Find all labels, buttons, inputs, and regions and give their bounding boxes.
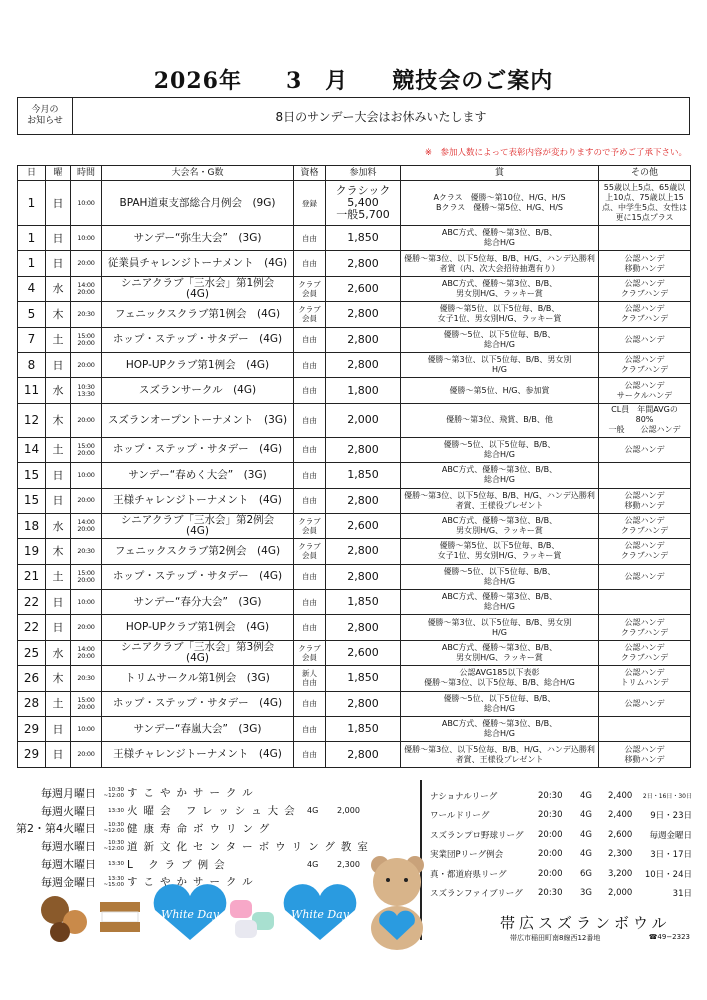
table-row xyxy=(18,488,691,513)
cell-name: サンデー“弥生大会” (3G) xyxy=(102,226,294,251)
table-row xyxy=(18,691,691,716)
cell-fee: 1,850 xyxy=(326,463,401,488)
league-dates: 2日・16日・30日 xyxy=(642,793,692,801)
cell-other xyxy=(599,590,691,615)
notice-label: 今月の お知らせ xyxy=(18,98,73,134)
cell-prize: 優勝～5位、以下5位毎、B/B、 総合H/G xyxy=(401,691,599,716)
league-time: 20:00 xyxy=(538,868,563,879)
weekly-day: 毎週木曜日 xyxy=(41,858,96,872)
cell-dow: 日 xyxy=(46,488,71,513)
league-item xyxy=(430,825,692,845)
table-row xyxy=(18,181,691,226)
weekly-item xyxy=(14,802,414,820)
league-games: 4G xyxy=(580,790,592,801)
cell-prize: 優勝～第5位、H/G、参加賞 xyxy=(401,378,599,403)
cell-dow: 日 xyxy=(46,742,71,767)
cell-time: 15:00 20:00 xyxy=(71,437,102,462)
cell-time: 10:00 xyxy=(71,717,102,742)
league-item xyxy=(430,806,692,826)
table-row xyxy=(18,666,691,691)
cell-day: 19 xyxy=(18,539,46,564)
league-dates: 10日・24日 xyxy=(644,869,692,880)
cell-prize: 優勝～第5位、以下5位毎、B/B、 女子1位、男女別H/G、ラッキー賞 xyxy=(401,539,599,564)
cell-name: サンデー“春嵐大会” (3G) xyxy=(102,717,294,742)
weekly-name: すこやかサークル xyxy=(127,876,259,889)
league-item xyxy=(430,845,692,865)
league-games: 6G xyxy=(580,868,592,879)
cell-day: 26 xyxy=(18,666,46,691)
cell-dow: 木 xyxy=(46,539,71,564)
cell-other: 公認ハンデ クラブハンデ xyxy=(599,513,691,538)
table-row xyxy=(18,403,691,437)
cell-name: フェニックスクラブ第2例会 (4G) xyxy=(102,539,294,564)
cell-qual: 自由 xyxy=(294,717,326,742)
cell-day: 5 xyxy=(18,302,46,327)
cell-time: 14:00 20:00 xyxy=(71,640,102,665)
league-fee: 2,600 xyxy=(608,829,633,840)
league-dates: 3日・17日 xyxy=(650,850,692,861)
cell-fee: 1,850 xyxy=(326,717,401,742)
cell-qual: クラブ 会員 xyxy=(294,513,326,538)
column-header: 資格 xyxy=(294,166,326,181)
cell-name: 従業員チャレンジトーナメント (4G) xyxy=(102,251,294,276)
cell-other xyxy=(599,463,691,488)
cell-qual: クラブ 会員 xyxy=(294,640,326,665)
cell-name: サンデー“春めく大会” (3G) xyxy=(102,463,294,488)
cell-prize: 優勝～第3位、以下5位毎、B/B、男女別 H/G xyxy=(401,615,599,640)
cell-time: 20:00 xyxy=(71,742,102,767)
cell-fee: 1,850 xyxy=(326,666,401,691)
cell-fee: 1,800 xyxy=(326,378,401,403)
weekly-name: L クラブ例会 xyxy=(127,858,231,871)
cell-other: 公認ハンデ xyxy=(599,327,691,352)
cell-qual: クラブ 会員 xyxy=(294,276,326,301)
cell-prize: 優勝～第3位、飛賞、B/B、他 xyxy=(401,403,599,437)
cell-qual: 自由 xyxy=(294,564,326,589)
cell-name: サンデー“春分大会” (3G) xyxy=(102,590,294,615)
league-name: 実業団Pリーグ例会 xyxy=(430,850,504,861)
cell-name: ホップ・ステップ・サタデー (4G) xyxy=(102,564,294,589)
title-heading: 競技会のご案内 xyxy=(392,68,554,94)
weekly-time: 10:30 ~12:00 xyxy=(103,786,124,799)
cell-fee: 2,000 xyxy=(326,403,401,437)
cell-prize: 優勝～第3位、以下5位毎、B/B、H/G、ハンデ込勝利者賞、王様役プレゼント xyxy=(401,742,599,767)
notice-message: 8日のサンデー大会はお休みいたします xyxy=(275,109,487,124)
cell-prize: 優勝～5位、以下5位毎、B/B、 総合H/G xyxy=(401,564,599,589)
cell-prize: 優勝～第3位、以下5位毎、B/B、H/G、ハンデ込勝利者賞（内、次大会招待抽選有り） xyxy=(401,251,599,276)
cell-fee: クラシック5,400 一般5,700 xyxy=(326,181,401,226)
cell-time: 15:00 20:00 xyxy=(71,327,102,352)
cell-time: 10:00 xyxy=(71,463,102,488)
cell-other: 公認ハンデ トリムハンデ xyxy=(599,666,691,691)
cell-time: 15:00 20:00 xyxy=(71,691,102,716)
weekly-games: 4G xyxy=(307,859,319,869)
cell-fee: 2,800 xyxy=(326,564,401,589)
column-header: 曜 xyxy=(46,166,71,181)
cell-prize: ABC方式、優勝～第3位、B/B、 男女別H/G、ラッキー賞 xyxy=(401,276,599,301)
cell-time: 20:30 xyxy=(71,539,102,564)
table-row xyxy=(18,564,691,589)
league-item xyxy=(430,786,692,806)
cell-fee: 2,800 xyxy=(326,488,401,513)
cell-day: 18 xyxy=(18,513,46,538)
cell-time: 14:00 20:00 xyxy=(71,513,102,538)
cell-dow: 日 xyxy=(46,615,71,640)
cell-dow: 水 xyxy=(46,378,71,403)
weekly-name: 健康寿命ボウリング xyxy=(127,822,276,835)
league-time: 20:30 xyxy=(538,888,563,899)
cell-day: 15 xyxy=(18,488,46,513)
cell-day: 4 xyxy=(18,276,46,301)
table-row xyxy=(18,615,691,640)
league-dates: 毎週金曜日 xyxy=(649,830,692,841)
league-name: ナショナルリーグ xyxy=(430,791,498,802)
cell-name: トリムサークル第1例会 (3G) xyxy=(102,666,294,691)
table-row xyxy=(18,513,691,538)
cell-dow: 水 xyxy=(46,640,71,665)
cell-prize: 優勝～第5位、以下5位毎、B/B、 女子1位、男女別H/G、ラッキー賞 xyxy=(401,302,599,327)
cell-prize: ABC方式、優勝～第3位、B/B、 男女別H/G、ラッキー賞 xyxy=(401,640,599,665)
table-row xyxy=(18,327,691,352)
cell-fee: 2,800 xyxy=(326,539,401,564)
cell-other: 公認ハンデ サークルハンデ xyxy=(599,378,691,403)
cell-fee: 2,800 xyxy=(326,691,401,716)
cell-name: シニアクラブ「三水会」第3例会 (4G) xyxy=(102,640,294,665)
cell-other: 公認ハンデ クラブハンデ xyxy=(599,539,691,564)
cell-fee: 2,600 xyxy=(326,640,401,665)
cell-name: BPAH道東支部総合月例会 (9G) xyxy=(102,181,294,226)
cell-other: 公認ハンデ xyxy=(599,437,691,462)
league-time: 20:30 xyxy=(538,810,563,821)
column-header: 日 xyxy=(18,166,46,181)
cell-qual: クラブ 会員 xyxy=(294,539,326,564)
cell-qual: 自由 xyxy=(294,463,326,488)
cell-prize: 優勝～5位、以下5位毎、B/B、 総合H/G xyxy=(401,437,599,462)
league-name: ワールドリーグ xyxy=(430,811,490,822)
weekly-fee: 2,000 xyxy=(337,806,360,816)
cell-other: 公認ハンデ クラブハンデ xyxy=(599,640,691,665)
cell-qual: 自由 xyxy=(294,352,326,377)
column-header: 賞 xyxy=(401,166,599,181)
cell-dow: 日 xyxy=(46,226,71,251)
cookie-icon xyxy=(41,896,87,942)
table-row xyxy=(18,437,691,462)
cell-qual: 新人 自由 xyxy=(294,666,326,691)
cell-other: 公認ハンデ xyxy=(599,691,691,716)
league-name: 真・都道府県リーグ xyxy=(430,869,507,880)
cell-day: 29 xyxy=(18,742,46,767)
cell-day: 12 xyxy=(18,403,46,437)
cell-day: 14 xyxy=(18,437,46,462)
shop-name: 帯広スズランボウル xyxy=(500,914,671,932)
league-fee: 2,000 xyxy=(608,888,633,899)
cell-prize: ABC方式、優勝～第3位、B/B、 総合H/G xyxy=(401,717,599,742)
cell-fee: 1,850 xyxy=(326,590,401,615)
cell-name: シニアクラブ「三水会」第2例会 (4G) xyxy=(102,513,294,538)
cell-qual: 自由 xyxy=(294,437,326,462)
league-games: 4G xyxy=(580,849,592,860)
cell-day: 25 xyxy=(18,640,46,665)
weekly-day: 第2・第4火曜日 xyxy=(16,822,96,836)
cell-fee: 2,600 xyxy=(326,513,401,538)
cell-other: 公認ハンデ xyxy=(599,564,691,589)
cell-fee: 2,800 xyxy=(326,437,401,462)
weekly-time: 13:30 xyxy=(108,807,124,814)
weekly-name: すこやかサークル xyxy=(127,787,259,800)
cell-qual: 自由 xyxy=(294,742,326,767)
title-year: 2026年 xyxy=(153,68,242,94)
league-fee: 2,300 xyxy=(608,849,633,860)
cell-dow: 日 xyxy=(46,717,71,742)
cell-time: 15:00 20:00 xyxy=(71,564,102,589)
cell-day: 28 xyxy=(18,691,46,716)
cell-dow: 水 xyxy=(46,276,71,301)
weekly-item xyxy=(14,784,414,802)
weekly-time: 13:30 ~15:00 xyxy=(103,875,124,888)
shop-phone: ☎49−2323 xyxy=(648,933,690,941)
table-row xyxy=(18,590,691,615)
white-day-decoration xyxy=(30,860,430,950)
cell-time: 20:00 xyxy=(71,615,102,640)
monthly-notice xyxy=(17,97,690,135)
svg-text:White Day: White Day xyxy=(161,908,219,921)
league-games: 3G xyxy=(580,888,592,899)
cell-name: スズランオープントーナメント (3G) xyxy=(102,403,294,437)
cell-time: 14:00 20:00 xyxy=(71,276,102,301)
cell-name: フェニックスクラブ第1例会 (4G) xyxy=(102,302,294,327)
league-item xyxy=(430,884,692,904)
cell-time: 10:30 13:30 xyxy=(71,378,102,403)
cell-other: CL員 年間AVGの 80% 一般 公認ハンデ xyxy=(599,403,691,437)
cell-other: 公認ハンデ クラブハンデ xyxy=(599,302,691,327)
cell-qual: 自由 xyxy=(294,378,326,403)
table-row xyxy=(18,226,691,251)
weekly-fee: 2,300 xyxy=(337,859,360,869)
weekly-name: 道新文化センターボウリング教室 xyxy=(127,840,374,853)
cell-qual: クラブ 会員 xyxy=(294,302,326,327)
cell-day: 21 xyxy=(18,564,46,589)
cell-time: 10:00 xyxy=(71,181,102,226)
teddy-bear-icon xyxy=(371,856,424,950)
league-time: 20:00 xyxy=(538,829,563,840)
cell-dow: 日 xyxy=(46,352,71,377)
cell-other xyxy=(599,717,691,742)
cell-time: 10:00 xyxy=(71,226,102,251)
cell-name: ホップ・ステップ・サタデー (4G) xyxy=(102,437,294,462)
cell-prize: ABC方式、優勝～第3位、B/B、 総合H/G xyxy=(401,463,599,488)
cell-time: 20:00 xyxy=(71,352,102,377)
cell-prize: ABC方式、優勝～第3位、B/B、 総合H/G xyxy=(401,590,599,615)
cell-qual: 自由 xyxy=(294,327,326,352)
shop-contact xyxy=(510,933,690,943)
cell-dow: 土 xyxy=(46,327,71,352)
league-games: 4G xyxy=(580,810,592,821)
cell-qual: 自由 xyxy=(294,403,326,437)
cell-other: 公認ハンデ クラブハンデ xyxy=(599,276,691,301)
league-time: 20:30 xyxy=(538,790,563,801)
cell-qual: 自由 xyxy=(294,226,326,251)
cell-fee: 2,800 xyxy=(326,251,401,276)
weekly-games: 4G xyxy=(307,806,319,816)
cell-fee: 2,800 xyxy=(326,352,401,377)
cell-dow: 木 xyxy=(46,666,71,691)
cell-fee: 2,800 xyxy=(326,742,401,767)
cell-dow: 日 xyxy=(46,251,71,276)
cell-dow: 日 xyxy=(46,590,71,615)
cell-fee: 2,800 xyxy=(326,327,401,352)
league-games: 4G xyxy=(580,829,592,840)
table-row xyxy=(18,378,691,403)
league-name: スズランファイブリーグ xyxy=(430,889,523,900)
weekly-name: 火曜会 フレッシュ大会 xyxy=(127,805,301,818)
cell-prize: 優勝～第3位、以下5位毎、B/B、男女別 H/G xyxy=(401,352,599,377)
league-fee: 3,200 xyxy=(608,868,633,879)
cell-day: 22 xyxy=(18,590,46,615)
table-row xyxy=(18,742,691,767)
cell-other: 公認ハンデ クラブハンデ xyxy=(599,352,691,377)
cell-qual: 自由 xyxy=(294,251,326,276)
league-dates: 31日 xyxy=(672,889,692,900)
cell-fee: 2,800 xyxy=(326,615,401,640)
heart-icon xyxy=(284,884,357,940)
league-item xyxy=(430,864,692,884)
weekly-item xyxy=(14,820,414,838)
event-table xyxy=(17,165,691,768)
table-row xyxy=(18,276,691,301)
cell-prize: ABC方式、優勝～第3位、B/B、 総合H/G xyxy=(401,226,599,251)
cell-time: 20:00 xyxy=(71,251,102,276)
cell-other: 公認ハンデ クラブハンデ xyxy=(599,615,691,640)
cell-other: 55歳以上5点、65歳以上10点、75歳以上15点、中学生5点、女性は更に15点プラス xyxy=(599,181,691,226)
cell-time: 20:30 xyxy=(71,666,102,691)
cell-qual: 自由 xyxy=(294,488,326,513)
cell-name: HOP-UPクラブ第1例会 (4G) xyxy=(102,352,294,377)
cell-name: ホップ・ステップ・サタデー (4G) xyxy=(102,691,294,716)
marshmallow-icon xyxy=(230,900,274,938)
cell-name: スズランサークル (4G) xyxy=(102,378,294,403)
cell-name: 王様チャレンジトーナメント (4G) xyxy=(102,742,294,767)
weekly-day: 毎週金曜日 xyxy=(41,875,96,889)
cell-dow: 土 xyxy=(46,564,71,589)
heart-icon xyxy=(154,884,227,940)
column-header: 大会名・G数 xyxy=(102,166,294,181)
cell-prize: 公認AVG185以下表彰 優勝～第3位、以下5位毎、B/B、総合H/G xyxy=(401,666,599,691)
cell-dow: 土 xyxy=(46,437,71,462)
svg-text:White Day: White Day xyxy=(291,908,349,921)
table-row xyxy=(18,539,691,564)
cell-name: ホップ・ステップ・サタデー (4G) xyxy=(102,327,294,352)
league-name: スズランプロ野球リーグ xyxy=(430,830,524,841)
cell-time: 20:00 xyxy=(71,488,102,513)
cell-dow: 日 xyxy=(46,181,71,226)
cell-fee: 2,600 xyxy=(326,276,401,301)
cell-day: 1 xyxy=(18,226,46,251)
cell-name: 王様チャレンジトーナメント (4G) xyxy=(102,488,294,513)
column-header: 参加料 xyxy=(326,166,401,181)
cell-prize: 優勝～第3位、以下5位毎、B/B、H/G、ハンデ込勝利者賞、王様役プレゼント xyxy=(401,488,599,513)
cell-day: 1 xyxy=(18,251,46,276)
cell-fee: 2,800 xyxy=(326,302,401,327)
weekly-time: 10:30 ~12:00 xyxy=(103,822,124,835)
cell-time: 20:00 xyxy=(71,403,102,437)
cell-day: 7 xyxy=(18,327,46,352)
cell-other: 公認ハンデ 移動ハンデ xyxy=(599,488,691,513)
cell-qual: 自由 xyxy=(294,615,326,640)
cell-dow: 日 xyxy=(46,463,71,488)
cell-fee: 1,850 xyxy=(326,226,401,251)
cell-qual: 自由 xyxy=(294,590,326,615)
cell-dow: 木 xyxy=(46,302,71,327)
column-header: その他 xyxy=(599,166,691,181)
cell-day: 22 xyxy=(18,615,46,640)
cell-dow: 水 xyxy=(46,513,71,538)
smores-icon xyxy=(100,902,140,932)
cell-other: 公認ハンデ 移動ハンデ xyxy=(599,251,691,276)
cell-day: 29 xyxy=(18,717,46,742)
cell-qual: 登録 xyxy=(294,181,326,226)
warning-note: ※ 参加人数によって表彰内容が変わりますので予めご了承下さい。 xyxy=(424,148,687,158)
page-title xyxy=(0,64,707,95)
weekly-day: 毎週水曜日 xyxy=(41,840,96,854)
table-row xyxy=(18,302,691,327)
league-list xyxy=(430,786,692,903)
title-month: 3 月 xyxy=(285,68,349,94)
cell-prize: Aクラス 優勝～第10位、H/G、H/S Bクラス 優勝～第5位、H/G、H/S xyxy=(401,181,599,226)
table-row xyxy=(18,352,691,377)
cell-name: シニアクラブ「三水会」第1例会 (4G) xyxy=(102,276,294,301)
weekly-item xyxy=(14,837,414,855)
column-header: 時間 xyxy=(71,166,102,181)
cell-prize: ABC方式、優勝～第3位、B/B、 男女別H/G、ラッキー賞 xyxy=(401,513,599,538)
cell-name: HOP-UPクラブ第1例会 (4G) xyxy=(102,615,294,640)
table-row xyxy=(18,640,691,665)
shop-address: 帯広市稲田町南8線西12番地 xyxy=(510,934,601,942)
weekly-time: 10:30 ~12:00 xyxy=(103,840,124,853)
league-fee: 2,400 xyxy=(608,810,633,821)
cell-dow: 木 xyxy=(46,403,71,437)
cell-day: 8 xyxy=(18,352,46,377)
league-time: 20:00 xyxy=(538,849,563,860)
table-row xyxy=(18,251,691,276)
weekly-time: 13:30 xyxy=(108,861,124,868)
cell-time: 20:30 xyxy=(71,302,102,327)
league-dates: 9日・23日 xyxy=(650,811,692,822)
cell-time: 10:00 xyxy=(71,590,102,615)
weekly-day: 毎週火曜日 xyxy=(41,804,96,818)
cell-other: 公認ハンデ 移動ハンデ xyxy=(599,742,691,767)
cell-day: 11 xyxy=(18,378,46,403)
cell-prize: 優勝～5位、以下5位毎、B/B、 総合H/G xyxy=(401,327,599,352)
cell-dow: 土 xyxy=(46,691,71,716)
cell-day: 15 xyxy=(18,463,46,488)
weekly-day: 毎週月曜日 xyxy=(41,786,96,800)
cell-qual: 自由 xyxy=(294,691,326,716)
cell-day: 1 xyxy=(18,181,46,226)
table-row xyxy=(18,717,691,742)
cell-other xyxy=(599,226,691,251)
table-row xyxy=(18,463,691,488)
league-fee: 2,400 xyxy=(608,790,633,801)
